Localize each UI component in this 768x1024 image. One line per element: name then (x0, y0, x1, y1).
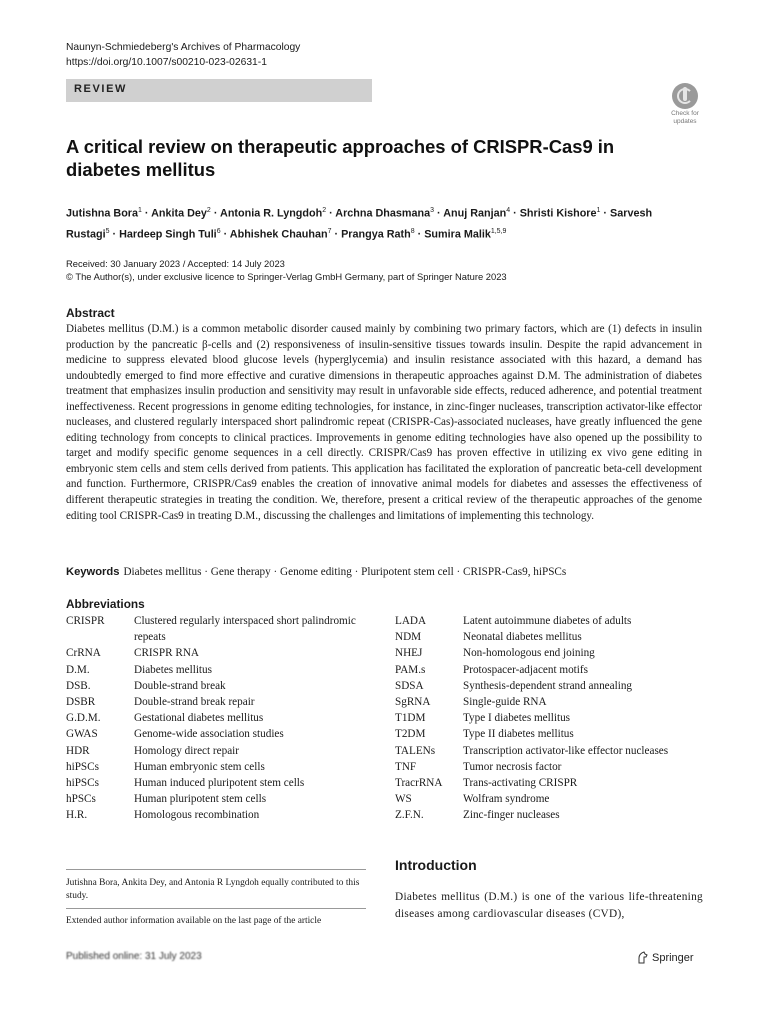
keywords (66, 566, 706, 578)
author-name[interactable]: Archna Dhasmana (335, 207, 431, 220)
author-name[interactable]: Sarvesh Rustagi (66, 207, 653, 241)
abbreviation-term: hPSCs (66, 793, 96, 806)
abbreviation-term: T2DM (395, 728, 426, 741)
keywords-text: Diabetes mellitus · Gene therapy · Genome editing · Pluripotent stem cell · CRISPR-Cas9, hiPSCs (123, 566, 567, 578)
abbreviation-term: T1DM (395, 712, 426, 725)
abbreviation-term: TNF (395, 760, 417, 773)
check-for-updates-line2: updates (673, 118, 697, 125)
abbreviation-term: hiPSCs (66, 760, 99, 773)
author-name[interactable]: Shristi Kishore (519, 207, 597, 220)
abbreviation-definition: Human embryonic stem cells (134, 760, 265, 773)
author-affiliation: 3 (430, 207, 435, 214)
abbreviation-term: NHEJ (395, 647, 423, 660)
check-for-updates-badge[interactable] (666, 83, 704, 125)
author-list: Jutishna Bora$^1$ · Ankita Dey$^2$ · Antonia R. Lyngdoh$^2$ · Archna Dhasmana$^3$ · Anuj Ranjan$^4$ · Shristi Kishore$^1$ · Sarvesh Rustagi$^5$ · Hardeep Singh Tuli$^6$ · Abhishek Chauhan$^7$ · Prangya Rath$^8$ · Sumira Malik$^{1,5,9}$ (66, 207, 653, 241)
article-dates (66, 257, 507, 283)
abbreviation-row (395, 645, 715, 661)
author-affiliation: 7 (327, 227, 332, 235)
keywords-label: Keywords (66, 566, 120, 578)
abbreviation-row (395, 775, 715, 791)
abbreviation-term: DSBR (66, 696, 96, 709)
abbreviation-row (395, 629, 715, 645)
abbreviation-row (66, 759, 366, 775)
author-name[interactable]: Ankita Dey (151, 207, 207, 220)
abstract-heading: Abstract (66, 306, 115, 320)
abbreviation-definition: Double-strand break repair (134, 696, 255, 709)
author-name[interactable]: Jutishna Bora (66, 207, 138, 220)
abbreviation-definition: Genome-wide association studies (134, 728, 284, 741)
check-for-updates-icon (672, 83, 698, 109)
introduction-heading: Introduction (395, 857, 477, 873)
abbreviation-term: TALENs (395, 744, 436, 757)
equal-contribution-footnote: Jutishna Bora, Ankita Dey, and Antonia R Lyngdoh equally contributed to this study. (66, 878, 360, 901)
abbreviation-row (66, 645, 366, 661)
author-name[interactable]: Antonia R. Lyngdoh (220, 207, 323, 220)
abbreviation-definition: Human pluripotent stem cells (134, 793, 267, 806)
abbreviation-row (395, 791, 715, 807)
author-affiliation: 2 (206, 207, 211, 214)
abbreviation-term: TracrRNA (395, 777, 443, 790)
author-name[interactable]: Sumira Malik (424, 228, 491, 241)
abbreviations-right-list (395, 613, 715, 824)
footnote-divider (66, 869, 366, 870)
published-online: Published online: 31 July 2023 (66, 951, 202, 962)
abbreviation-row (66, 613, 366, 645)
abbreviations-left-column (66, 597, 366, 824)
abstract-text: Diabetes mellitus (D.M.) is a common metabolic disorder caused mainly by combining two primary factors, which are (1) defects in insulin production by the pancreatic β-cells and (2) responsiveness of insulin-sensitive tissues towards insulin. Despite the rapid advancement in medicine to suppress elevated blood glucose levels (hyperglycemia) and insulin resistance associated with this hazard, a demand has undoubtedly emerged to find more effective and curative dimensions in therapeutic approaches against D.M. The administration of diabetes treatment that emphasizes insulin production and sensitivity may result in unfavorable side effects, reduced adherence, and potential treatment ineffectiveness. Recent progressions in genome editing technologies, for instance, in zinc-finger nucleases, transcription activator-like effector nucleases, and clustered regularly interspaced short palindromic repeat (CRISPR-Cas)-associated nucleases, have greatly influenced the gene editing technology from concepts to clinical practices. Improvements in genome editing technologies have also opened up the possibility to target and modify specific genome sequences in a cell directly. CRISPR/Cas9 has proven effective in utilizing ex vivo gene editing in embryonic stem cells and stem cells derived from patients. This application has facilitated the exploration of pancreatic beta-cell development and function. Furthermore, CRISPR/Cas9 enables the creation of innovative animal models for diabetes and assesses the effectiveness of different therapeutic strategies in treating the condition. We, therefore, present a critical review of the therapeutic approaches of the genome editing tool CRISPR-Cas9 in treating D.M., discussing the challenges and limitations of implementing this technology. (66, 323, 702, 522)
article-title: A critical review on therapeutic approaches of CRISPR-Cas9 in diabetes mellitus (66, 136, 615, 180)
abbreviation-row (66, 694, 366, 710)
abbreviation-definition: Clustered regularly interspaced short palindromic repeats (134, 615, 356, 644)
abbreviation-row (395, 662, 715, 678)
abbreviation-row (66, 710, 366, 726)
author-affiliation: 1 (596, 207, 601, 214)
abbreviation-row (66, 743, 366, 759)
received-accepted: Received: 30 January 2023 / Accepted: 14 July 2023 (66, 258, 285, 269)
journal-name: Naunyn-Schmiedeberg's Archives of Pharmacology (66, 42, 301, 53)
extended-author-info-note: Extended author information available on the last page of the article (66, 916, 322, 926)
abbreviation-term: hiPSCs (66, 777, 99, 790)
abbreviation-definition: Synthesis-dependent strand annealing (463, 679, 633, 692)
abbreviation-definition: Latent autoimmune diabetes of adults (463, 615, 632, 627)
author-affiliation: 1 (138, 207, 142, 214)
abbreviation-term: G.D.M. (66, 712, 101, 725)
abbreviations-right-column (395, 597, 715, 824)
journal-header (66, 40, 300, 70)
abbreviation-definition: Tumor necrosis factor (463, 760, 562, 773)
abbreviation-row (395, 678, 715, 694)
abbreviation-row (395, 710, 715, 726)
abbreviation-definition: Diabetes mellitus (134, 663, 212, 676)
abbreviation-term: SgRNA (395, 696, 431, 709)
journal-doi[interactable]: https://doi.org/10.1007/s00210-023-02631-1 (66, 57, 267, 68)
author-affiliation: 5 (105, 227, 110, 235)
abbreviation-term: Z.F.N. (395, 809, 424, 822)
abbreviation-row (395, 807, 715, 823)
author-name[interactable]: Prangya Rath (341, 228, 411, 241)
abbreviation-row (66, 726, 366, 742)
abbreviation-term: SDSA (395, 679, 424, 692)
abbreviation-row (395, 726, 715, 742)
abbreviation-row (66, 775, 366, 791)
author-affiliation: 8 (410, 227, 415, 235)
abbreviation-definition: Human induced pluripotent stem cells (134, 777, 305, 790)
abbreviation-definition: Protospacer-adjacent motifs (463, 663, 588, 676)
check-for-updates-line1: Check for (671, 110, 699, 117)
abbreviation-definition: Wolfram syndrome (463, 793, 550, 806)
abbreviation-term: CrRNA (66, 647, 101, 660)
abbreviation-row (395, 613, 715, 629)
author-affiliation: 6 (216, 227, 221, 235)
abbreviation-row (395, 694, 715, 710)
abbreviation-term: PAM.s (395, 663, 426, 676)
abbreviation-definition: Neonatal diabetes mellitus (463, 631, 582, 644)
abbreviation-term: NDM (395, 631, 422, 644)
abbreviation-definition: Non-homologous end joining (463, 647, 595, 660)
abbreviation-row (66, 662, 366, 678)
author-affiliation: 1,5,9 (490, 227, 507, 235)
abbreviation-definition: Homology direct repair (134, 744, 240, 757)
abbreviation-row (395, 743, 715, 759)
abbreviation-definition: Type II diabetes mellitus (463, 728, 574, 741)
abbreviation-definition: Transcription activator-like effector nucleases (463, 744, 669, 757)
abbreviation-definition: Homologous recombination (134, 809, 260, 822)
abbreviation-term: H.R. (66, 809, 88, 822)
publisher-logo (636, 951, 694, 964)
abbreviation-term: GWAS (66, 728, 98, 741)
abbreviation-definition: Double-strand break (134, 679, 226, 692)
abbreviation-definition: Single-guide RNA (463, 696, 547, 709)
abbreviation-definition: Trans-activating CRISPR (463, 777, 578, 790)
abbreviation-definition: CRISPR RNA (134, 647, 199, 660)
section-label: REVIEW (74, 83, 127, 95)
author-name[interactable]: Anuj Ranjan (443, 207, 507, 220)
abbreviation-definition: Gestational diabetes mellitus (134, 712, 264, 725)
abbreviation-term: CRISPR (66, 615, 105, 627)
abbreviations-left-list (66, 613, 366, 824)
abbreviation-definition: Zinc-finger nucleases (463, 809, 560, 822)
introduction-text: Diabetes mellitus (D.M.) is one of the various life-threatening diseases among cardiovascular diseases (CVD), (395, 891, 703, 920)
author-name[interactable]: Abhishek Chauhan (229, 228, 328, 241)
author-affiliation: 2 (322, 207, 327, 214)
abbreviation-row (395, 759, 715, 775)
abbreviation-row (66, 807, 366, 823)
footnote-divider-2 (66, 908, 366, 909)
abbreviation-row (66, 791, 366, 807)
author-name[interactable]: Hardeep Singh Tuli (119, 228, 217, 241)
publisher-name: Springer (652, 951, 694, 964)
abbreviation-definition: Type I diabetes mellitus (463, 712, 571, 725)
abbreviation-term: HDR (66, 744, 90, 757)
abbreviation-row (66, 678, 366, 694)
abbreviation-term: LADA (395, 615, 427, 627)
copyright-line: © The Author(s), under exclusive licence to Springer-Verlag GmbH Germany, part of Springer Nature 2023 (66, 271, 507, 282)
abbreviation-term: DSB. (66, 679, 91, 692)
abbreviation-term: WS (395, 793, 412, 806)
springer-horse-icon (636, 951, 648, 964)
abbreviation-term: D.M. (66, 663, 90, 676)
author-affiliation: 4 (506, 207, 511, 214)
abbreviations-heading: Abbreviations (66, 597, 145, 611)
section-label-bar (66, 79, 372, 102)
